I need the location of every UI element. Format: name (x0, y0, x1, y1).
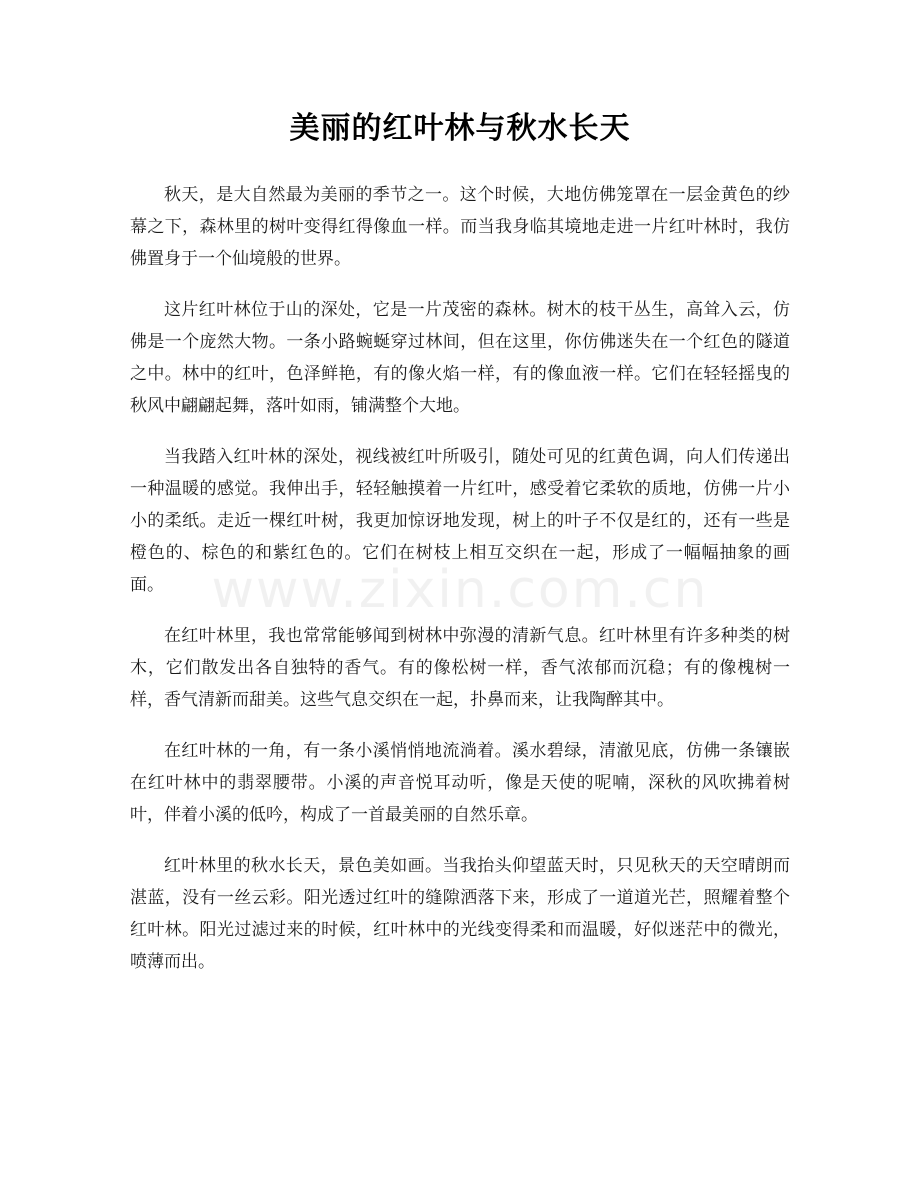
paragraph: 在红叶林里，我也常常能够闻到树林中弥漫的清新气息。红叶林里有许多种类的树木，它们散发出各自独特的香气。有的像松树一样，香气浓郁而沉稳；有的像槐树一样，香气清新而甜美。这些气息交织在一起，扑鼻而来，让我陶醉其中。 (130, 626, 790, 710)
watermark: www.zixin.com.cn (211, 560, 709, 620)
paragraph: 红叶林里的秋水长天，景色美如画。当我抬头仰望蓝天时，只见秋天的天空晴朗而湛蓝，没有一丝云彩。阳光透过红叶的缝隙洒落下来，形成了一道道光芒，照耀着整个红叶林。阳光过滤过来的时候，红叶林中的光线变得柔和而温暖，好似迷茫中的微光，喷薄而出。 (130, 856, 790, 972)
paragraph: 当我踏入红叶林的深处，视线被红叶所吸引，随处可见的红黄色调，向人们传递出一种温暖的感觉。我伸出手，轻轻触摸着一片红叶，感受着它柔软的质地，仿佛一片小小的柔纸。走近一棵红叶树，我更加惊讶地发现，树上的叶子不仅是红的，还有一些是橙色的、棕色的和紫红色的。它们在树枝上相互交织在一起，形成了一幅幅抽象的画面。 (130, 447, 790, 595)
paragraph: 秋天，是大自然最为美丽的季节之一。这个时候，大地仿佛笼罩在一层金黄色的纱幕之下，森林里的树叶变得红得像血一样。而当我身临其境地走进一片红叶林时，我仿佛置身于一个仙境般的世界。 (130, 185, 790, 269)
paragraph: 在红叶林的一角，有一条小溪悄悄地流淌着。溪水碧绿，清澈见底，仿佛一条镶嵌在红叶林中的翡翠腰带。小溪的声音悦耳动听，像是天使的呢喃，深秋的风吹拂着树叶，伴着小溪的低吟，构成了一首最美丽的自然乐章。 (130, 741, 790, 825)
paragraph: 这片红叶林位于山的深处，它是一片茂密的森林。树木的枝干丛生，高耸入云，仿佛是一个庞然大物。一条小路蜿蜒穿过林间，但在这里，你仿佛迷失在一个红色的隧道之中。林中的红叶，色泽鲜艳，有的像火焰一样，有的像血液一样。它们在轻轻摇曳的秋风中翩翩起舞，落叶如雨，铺满整个大地。 (130, 300, 790, 416)
document-body (130, 179, 790, 978)
document-title: 美丽的红叶林与秋水长天 (289, 111, 631, 146)
